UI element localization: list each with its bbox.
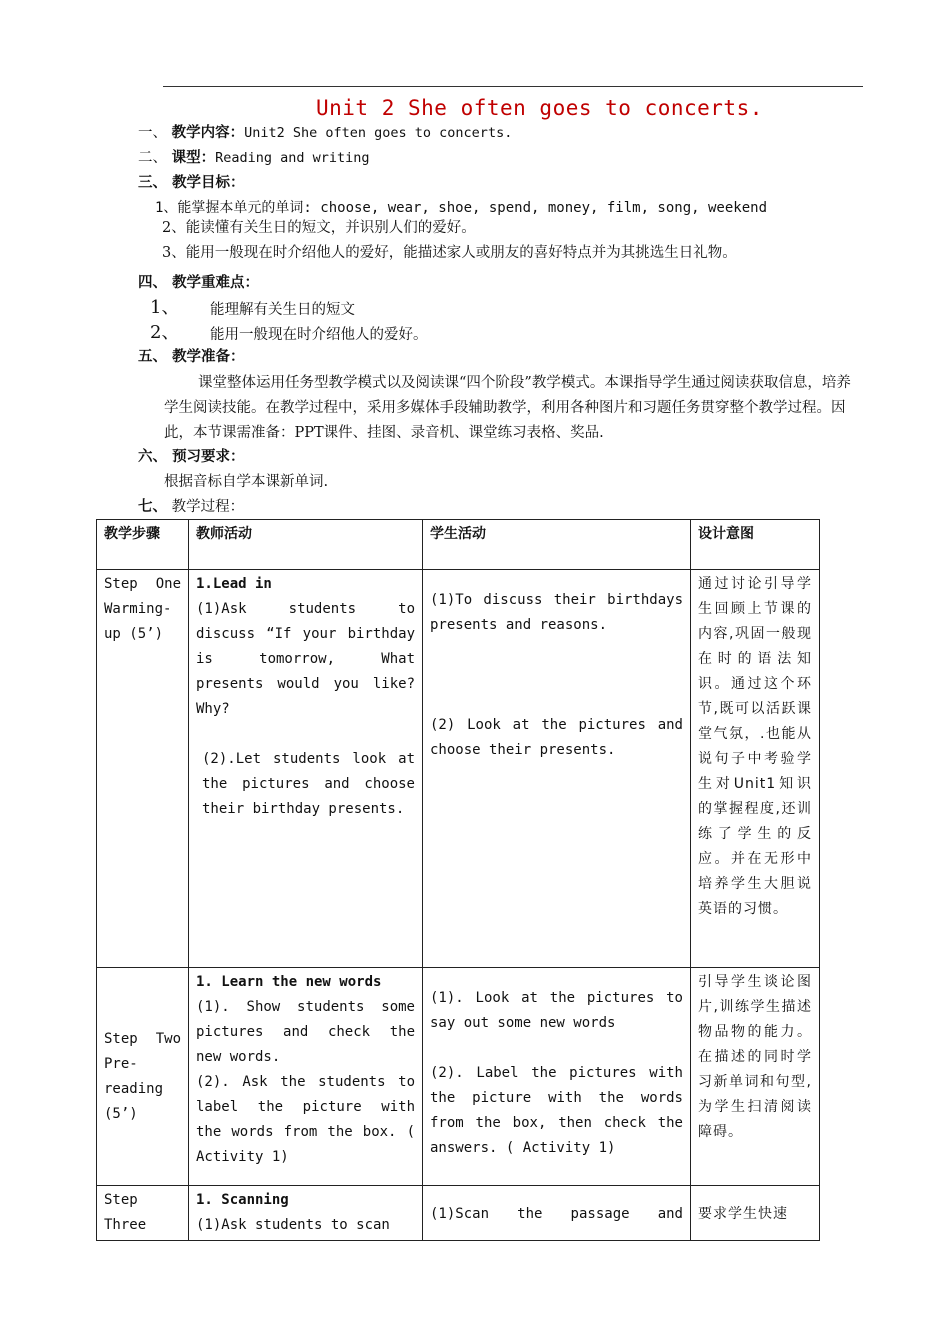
objective-item: 2、能读懂有关生日的短文，并识别人们的爱好。 bbox=[162, 220, 476, 236]
preview-text: 根据音标自学本课新单词. bbox=[164, 474, 329, 490]
header-intent: 设计意图 bbox=[691, 520, 820, 570]
student-activity-cell: (1). Look at the pictures to say out some new words (2). Label the pictures with the picture with the words from the box, then check the answers. ( Activity 1) bbox=[423, 968, 691, 1186]
section-process-heading: 七、 教学过程： bbox=[138, 499, 245, 515]
keypoint-item: 2、 能用一般现在时介绍他人的爱好。 bbox=[150, 322, 428, 343]
header-step: 教学步骤 bbox=[97, 520, 189, 570]
table-row bbox=[97, 570, 820, 968]
step-cell: Step One Warming-up (5’) bbox=[97, 570, 189, 968]
design-intent-cell: 引导学生谈论图片,训练学生描述物品物的能力。在描述的同时学习新单词和句型,为学生扫清阅读障碍。 bbox=[691, 968, 820, 1186]
section-preview-heading: 六、 预习要求： bbox=[138, 449, 245, 465]
table-row bbox=[97, 1186, 820, 1241]
student-activity-cell: (1)Scan the passage and bbox=[423, 1186, 691, 1241]
table-header-row bbox=[97, 520, 820, 570]
teacher-activity-cell: 1. Learn the new words (1). Show students some pictures and check the new words. (2). Ask the students to label the picture with the words from the box. ( Activity 1) bbox=[189, 968, 423, 1186]
design-intent-cell: 通过讨论引导学生回顾上节课的内容,巩固一般现在时的语法知识。通过这个环节,既可以活跃课堂气氛，.也能从说句子中考验学生对Unit1知识的掌握程度,还训练了学生的反应。并在无形中培养学生大胆说英语的习惯。 bbox=[691, 570, 820, 968]
header-student: 学生活动 bbox=[423, 520, 691, 570]
section-keypoints-heading: 四、 教学重难点： bbox=[138, 275, 260, 291]
teacher-activity-cell: 1. Scanning (1)Ask students to scan bbox=[189, 1186, 423, 1241]
teacher-activity-cell: 1.Lead in (1)Ask students to discuss “If your birthday is tomorrow, What presents would you like? Why? (2).Let students look at the pictures and choose their birthday presents. bbox=[189, 570, 423, 968]
section-objectives-heading: 三、 教学目标： bbox=[138, 175, 245, 191]
section-preparation-heading: 五、 教学准备： bbox=[138, 349, 245, 365]
keypoint-item: 1、 能理解有关生日的短文 bbox=[150, 297, 355, 318]
objective-item: 3、能用一般现在时介绍他人的爱好，能描述家人或朋友的喜好特点并为其挑选生日礼物。 bbox=[162, 245, 737, 261]
document-title: Unit 2 She often goes to concerts. bbox=[316, 96, 763, 120]
design-intent-cell: 要求学生快速 bbox=[691, 1186, 820, 1241]
table-row bbox=[97, 968, 820, 1186]
section-type: 二、 课型：Reading and writing bbox=[138, 150, 370, 166]
student-activity-cell: (1)To discuss their birthdays presents and reasons. (2) Look at the pictures and choose their presents. bbox=[423, 570, 691, 968]
step-cell: Step Two Pre-reading (5’) bbox=[97, 968, 189, 1186]
objective-item: 1、能掌握本单元的单词: choose, wear, shoe, spend, money, film, song, weekend bbox=[155, 200, 768, 216]
preparation-paragraph: 课堂整体运用任务型教学模式以及阅读课“四个阶段”教学模式。本课指导学生通过阅读获取信息，培养学生阅读技能。在教学过程中，采用多媒体手段辅助教学，利用各种图片和习题任务贯穿整个教学过程。因此，本节课需准备：PPT课件、挂图、录音机、课堂练习表格、奖品. bbox=[164, 375, 851, 441]
header-teacher: 教师活动 bbox=[189, 520, 423, 570]
step-cell: Step Three bbox=[97, 1186, 189, 1241]
teaching-process-table bbox=[96, 519, 820, 1241]
header-rule bbox=[163, 86, 863, 87]
section-content: 一、 教学内容：Unit2 She often goes to concerts. bbox=[138, 125, 513, 141]
